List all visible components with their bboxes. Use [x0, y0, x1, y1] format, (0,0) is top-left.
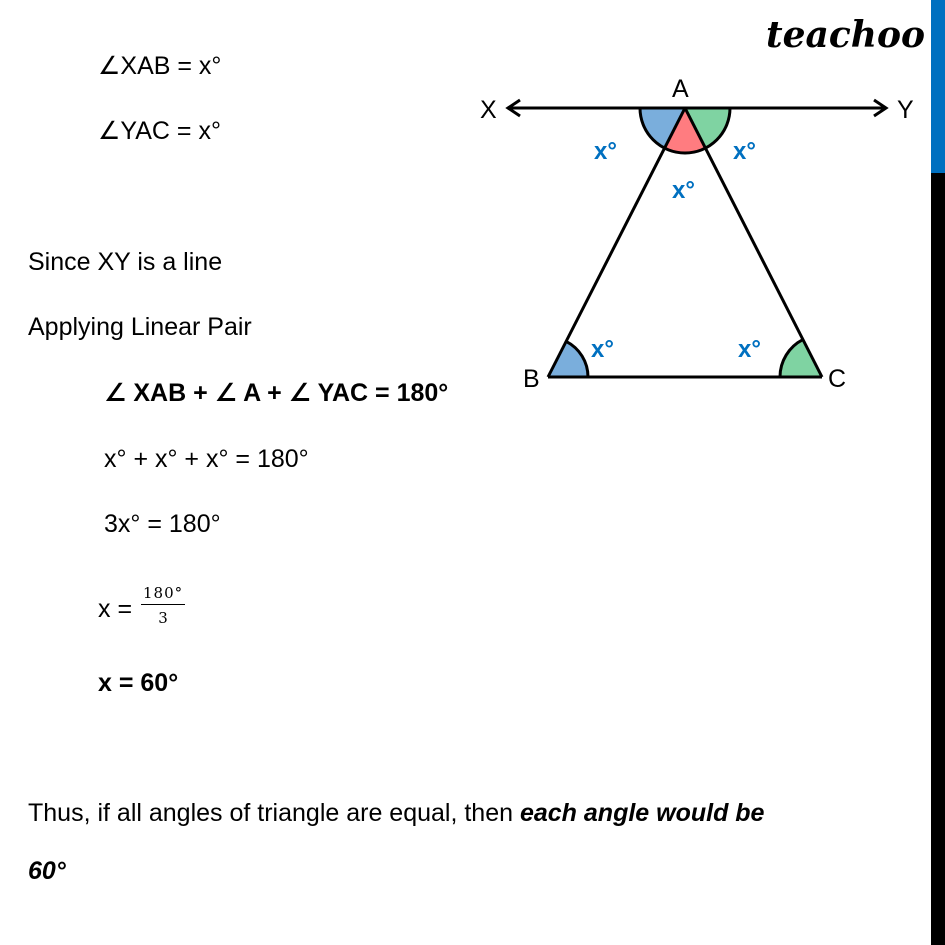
label-y: Y: [897, 96, 914, 124]
conclusion-text: Thus, if all angles of triangle are equal, then: [28, 799, 520, 827]
fraction-denominator: 3: [158, 609, 168, 627]
simplified-equation: 3x° = 180°: [104, 510, 221, 538]
teachoo-logo: teachoo: [766, 14, 925, 56]
angle-label-b: x°: [591, 336, 614, 363]
label-b: B: [523, 365, 540, 393]
angle-yac-statement: ∠YAC = x°: [98, 117, 221, 145]
linear-pair-equation: ∠ XAB + ∠ A + ∠ YAC = 180°: [104, 379, 449, 407]
angle-c-fill: [780, 340, 822, 377]
conclusion-emphasis: each angle would be: [519, 799, 765, 827]
since-statement: Since XY is a line: [28, 248, 223, 276]
label-c: C: [828, 365, 847, 393]
angle-xab-statement: ∠XAB = x°: [98, 52, 222, 80]
result-statement: x = 60°: [98, 669, 179, 697]
x-equals-label: x =: [98, 595, 133, 623]
conclusion-line-2: 60°: [28, 857, 66, 885]
angle-label-a: x°: [672, 177, 695, 204]
label-x: X: [480, 96, 497, 124]
substitution-equation: x° + x° + x° = 180°: [104, 445, 309, 473]
applying-statement: Applying Linear Pair: [28, 313, 252, 341]
angle-b-fill: [548, 341, 588, 377]
fraction-numerator: 180°: [141, 584, 185, 605]
angle-label-c: x°: [738, 336, 761, 363]
angle-label-yac: x°: [733, 138, 756, 165]
label-a: A: [672, 75, 689, 103]
angle-label-xab: x°: [594, 138, 617, 165]
